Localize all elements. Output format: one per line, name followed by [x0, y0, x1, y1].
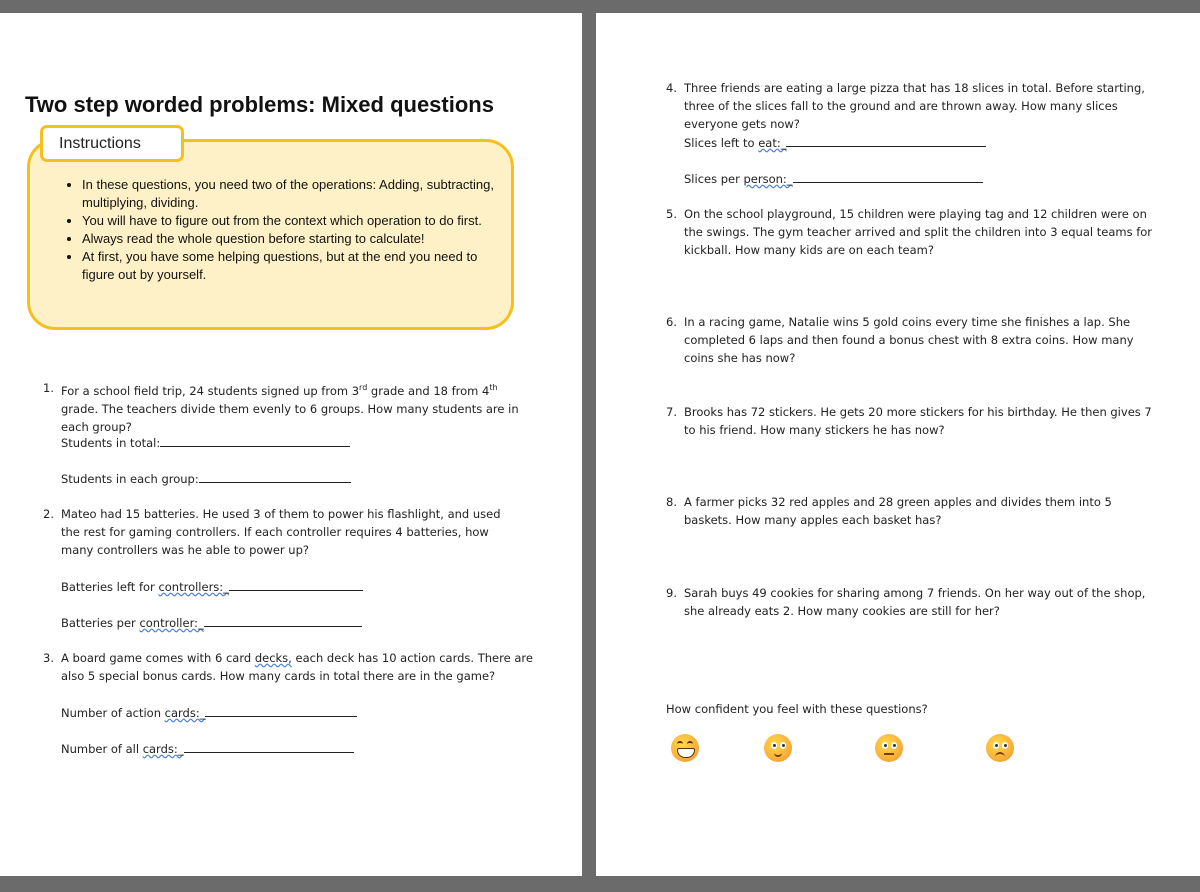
question-text: Brooks has 72 stickers. He gets 20 more stickers for his birthday. He then gives 7 to his friend. How many stickers he has now? [684, 405, 1152, 437]
question-1 [43, 379, 533, 434]
smiling-face-icon[interactable] [764, 734, 792, 762]
question-text: On the school playground, 15 children were playing tag and 12 children were on the swings. The gym teacher arrived and split the children into 3 equal teams for kickball. How many kids are on each team? [684, 207, 1153, 257]
question-2 [43, 505, 533, 563]
instruction-item: • In these questions, you need two of the operations: Adding, subtracting, multiplying, dividing. [82, 176, 502, 212]
question-text: For a school field trip, 24 students signed up from 3rd grade and 18 from 4th grade. The teachers divide them evenly to 6 groups. How many students are in each group? [61, 383, 519, 434]
confidence-question: How confident you feel with these questions? [666, 702, 928, 716]
helper-slices-left[interactable]: Slices left to eat:_ [684, 133, 986, 152]
question-number: 8. [666, 495, 677, 509]
question-number: 5. [666, 207, 677, 221]
instruction-item: • At first, you have some helping questions, but at the end you need to figure out by yourself. [82, 248, 502, 284]
neutral-face-icon[interactable] [875, 734, 903, 762]
helper-students-total[interactable]: Students in total: [61, 433, 350, 452]
question-4 [666, 79, 1156, 131]
question-number: 4. [666, 81, 677, 95]
question-text: A farmer picks 32 red apples and 28 green apples and divides them into 5 baskets. How many apples each basket has? [684, 495, 1112, 527]
question-6 [666, 313, 1160, 365]
question-number: 1. [43, 381, 54, 395]
question-text: Three friends are eating a large pizza that has 18 slices in total. Before starting, three of the slices fall to the ground and are thrown away. How many slices everyone gets now? [684, 81, 1145, 131]
question-text: Mateo had 15 batteries. He used 3 of them to power his flashlight, and used the rest for gaming controllers. If each controller requires 4 batteries, how many controllers was he able to power up? [61, 507, 501, 557]
helper-slices-per-person[interactable]: Slices per person:_ [684, 169, 983, 188]
question-8 [666, 493, 1160, 533]
question-number: 7. [666, 405, 677, 419]
question-number: 3. [43, 651, 54, 665]
question-text: Sarah buys 49 cookies for sharing among 7 friends. On her way out of the shop, she already eats 2. How many cookies are still for her? [684, 586, 1146, 618]
instructions-list [62, 176, 502, 284]
frowning-face-icon[interactable] [986, 734, 1014, 762]
question-9 [666, 584, 1160, 624]
question-5 [666, 205, 1160, 263]
helper-number-action-cards[interactable]: Number of action cards:_ [61, 703, 357, 722]
helper-batteries-left[interactable]: Batteries left for controllers:_ [61, 577, 363, 596]
question-3 [43, 649, 537, 689]
grinning-face-icon[interactable] [671, 734, 699, 762]
helper-students-each-group[interactable]: Students in each group: [61, 469, 351, 488]
instruction-item: • Always read the whole question before starting to calculate! [82, 230, 502, 248]
document-page-1 [0, 13, 582, 876]
helper-number-all-cards[interactable]: Number of all cards:_ [61, 739, 354, 758]
question-text: In a racing game, Natalie wins 5 gold coins every time she finishes a lap. She completed 6 laps and then found a bonus chest with 8 extra coins. How many coins she has now? [684, 315, 1134, 365]
question-number: 6. [666, 315, 677, 329]
instructions-tab-label: Instructions [40, 125, 184, 162]
question-7 [666, 403, 1160, 443]
page-title: Two step worded problems: Mixed questions [25, 92, 494, 117]
question-number: 2. [43, 507, 54, 521]
question-number: 9. [666, 586, 677, 600]
instruction-item: • You will have to figure out from the context which operation to do first. [82, 212, 502, 230]
document-page-2 [596, 13, 1200, 876]
helper-batteries-per-controller[interactable]: Batteries per controller:_ [61, 613, 362, 632]
question-text: A board game comes with 6 card decks, each deck has 10 action cards. There are also 5 special bonus cards. How many cards in total there are in the game? [61, 651, 533, 683]
